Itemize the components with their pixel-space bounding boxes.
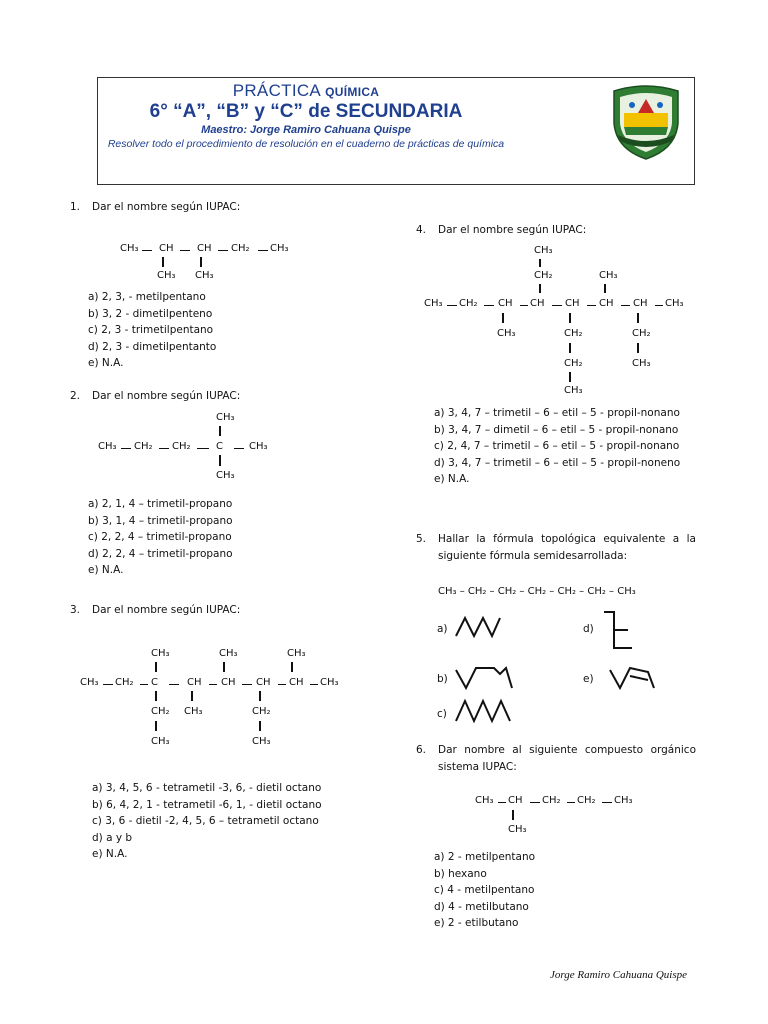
q3-prompt: Dar el nombre según IUPAC: (92, 604, 241, 616)
q4-ch-a: CH (498, 298, 513, 309)
q4-ch3-a: CH₃ (424, 298, 443, 309)
q3-ch2-b: CH₂ (151, 706, 170, 717)
q5-option-d-branched (600, 608, 634, 652)
q5-label-d: d) (583, 623, 594, 635)
q2-options (88, 496, 233, 579)
q6-options (434, 849, 535, 932)
q6-option-a: a) 2 - metilpentano (434, 851, 536, 863)
q6-ch3-a: CH₃ (475, 795, 494, 806)
q5-formula: CH₃ – CH₂ – CH₂ – CH₂ – CH₂ – CH₂ – CH₃ (438, 586, 636, 597)
q3-option-d: d) a y b (92, 831, 133, 844)
q3-ch3-t2: CH₃ (219, 648, 238, 659)
q1-ch-b: CH (197, 243, 212, 254)
q2-ch3-b: CH₃ (249, 441, 268, 452)
q4-option-b: b) 3, 4, 7 – dimetil – 6 – etil – 5 - propil-nonano (434, 423, 679, 436)
q5-number: 5. (416, 533, 427, 545)
q4-ch2-top: CH₂ (534, 270, 553, 281)
q2-option-b: b) 3, 1, 4 – trimetil-propano (88, 514, 233, 527)
q2-ch3-bottom: CH₃ (216, 470, 235, 481)
q3-option-e: e) N.A. (92, 848, 128, 860)
q2-ch2-b: CH₂ (172, 441, 191, 452)
q3-ch-b: CH (221, 677, 236, 688)
q3-ch3-f: CH₃ (252, 736, 271, 747)
q5-label-c: c) (437, 708, 447, 720)
q1-ch3-d: CH₃ (195, 270, 214, 281)
q2-ch3-a: CH₃ (98, 441, 117, 452)
q4-ch-e: CH (633, 298, 648, 309)
q1-ch2: CH₂ (231, 243, 250, 254)
subject-text: QUÍMICA (325, 85, 380, 99)
q4-ch-b: CH (530, 298, 545, 309)
q6-number: 6. (416, 744, 427, 756)
q4-option-a: a) 3, 4, 7 – trimetil – 6 – etil – 5 - propil-nonano (434, 407, 680, 419)
q4-ch2-b: CH₂ (564, 328, 583, 339)
q4-ch-c: CH (565, 298, 580, 309)
q5-option-a-zigzag (454, 614, 502, 640)
q2-c: C (216, 441, 223, 452)
q4-ch-d: CH (599, 298, 614, 309)
q6-option-c: c) 4 - metilpentano (434, 884, 535, 896)
q3-c: C (151, 677, 158, 688)
q5-option-e-alkene (608, 664, 668, 692)
q3-number: 3. (70, 604, 81, 616)
q6-ch: CH (508, 795, 523, 806)
q3-option-c: c) 3, 6 - dietil -2, 4, 5, 6 – tetrametil octano (92, 815, 319, 827)
q1-options (88, 289, 216, 372)
q4-ch3-top2: CH₃ (599, 270, 618, 281)
q2-option-c: c) 2, 2, 4 – trimetil-propano (88, 531, 232, 543)
q3-ch2-a: CH₂ (115, 677, 134, 688)
q3-options (92, 780, 322, 863)
q2-number: 2. (70, 390, 81, 402)
q4-prompt: Dar el nombre según IUPAC: (438, 224, 587, 236)
q2-option-e: e) N.A. (88, 564, 124, 576)
q5-label-a: a) (437, 623, 448, 635)
q1-option-e: e) N.A. (88, 357, 124, 369)
q6-option-b: b) hexano (434, 867, 487, 880)
q6-ch2-b: CH₂ (577, 795, 596, 806)
q4-ch2-d: CH₂ (564, 358, 583, 369)
q6-ch3-b: CH₃ (614, 795, 633, 806)
q6-option-e: e) 2 - etilbutano (434, 917, 519, 929)
q4-ch3-c: CH₃ (497, 328, 516, 339)
q1-option-b: b) 3, 2 - dimetilpenteno (88, 307, 213, 320)
q3-ch3-t1: CH₃ (151, 648, 170, 659)
q4-option-d: d) 3, 4, 7 – trimetil – 6 – etil – 5 - propil-noneno (434, 456, 681, 469)
q4-ch2-a: CH₂ (459, 298, 478, 309)
q6-option-d: d) 4 - metilbutano (434, 900, 529, 913)
instructions: Resolver todo el procedimiento de resolución en el cuaderno de prácticas de química (107, 138, 505, 150)
q1-ch3-b: CH₃ (270, 243, 289, 254)
q3-ch-a: CH (187, 677, 202, 688)
teacher-name: Maestro: Jorge Ramiro Cahuana Quispe (201, 124, 411, 136)
q3-ch3-a: CH₃ (80, 677, 99, 688)
q1-prompt: Dar el nombre según IUPAC: (92, 201, 241, 213)
q6-prompt: Dar nombre al siguiente compuesto orgánico sistema IUPAC: (438, 744, 696, 773)
q4-ch3-d: CH₃ (632, 358, 651, 369)
q4-ch3-b: CH₃ (665, 298, 684, 309)
q2-option-a: a) 2, 1, 4 – trimetil-propano (88, 498, 233, 510)
q4-ch3-e: CH₃ (564, 385, 583, 396)
q5-label-b: b) (437, 673, 448, 685)
q2-option-d: d) 2, 2, 4 – trimetil-propano (88, 547, 233, 560)
q4-options (434, 405, 680, 488)
q6-ch2-a: CH₂ (542, 795, 561, 806)
q3-ch2-c: CH₂ (252, 706, 271, 717)
q3-ch-d: CH (289, 677, 304, 688)
q1-ch3-a: CH₃ (120, 243, 139, 254)
q3-ch3-e: CH₃ (151, 736, 170, 747)
q4-number: 4. (416, 224, 427, 236)
q1-number: 1. (70, 201, 81, 213)
q1-ch-a: CH (159, 243, 174, 254)
q4-option-c: c) 2, 4, 7 – trimetil – 6 – etil – 5 - propil-nonano (434, 440, 680, 452)
page-title (97, 81, 515, 101)
q2-ch2-a: CH₂ (134, 441, 153, 452)
q3-option-b: b) 6, 4, 2, 1 - tetrametil -6, 1, - dietil octano (92, 798, 322, 811)
q3-ch-c: CH (256, 677, 271, 688)
q5-option-c-zigzag (454, 697, 516, 725)
q1-option-d: d) 2, 3 - dimetilpentanto (88, 340, 217, 353)
q4-ch3-top: CH₃ (534, 245, 553, 256)
q2-prompt: Dar el nombre según IUPAC: (92, 390, 241, 402)
q2-ch3-top: CH₃ (216, 412, 235, 423)
q4-ch2-c: CH₂ (632, 328, 651, 339)
q3-option-a: a) 3, 4, 5, 6 - tetrametil -3, 6, - dietil octano (92, 782, 322, 794)
grade-title: 6° “A”, “B” y “C” de SECUNDARIA (149, 101, 463, 122)
footer-author: Jorge Ramiro Cahuana Quispe (550, 969, 687, 981)
q5-prompt: Hallar la fórmula topológica equivalente a la siguiente fórmula semidesarrollada: (438, 533, 696, 562)
q3-ch3-b: CH₃ (320, 677, 339, 688)
title-text: PRÁCTICA (232, 81, 321, 100)
q5-option-b-zigzag (454, 664, 516, 692)
q3-ch3-t3: CH₃ (287, 648, 306, 659)
q6-ch3-c: CH₃ (508, 824, 527, 835)
q1-option-c: c) 2, 3 - trimetilpentano (88, 324, 214, 336)
q1-ch3-c: CH₃ (157, 270, 176, 281)
q4-option-e: e) N.A. (434, 473, 470, 485)
q3-ch3-m: CH₃ (184, 706, 203, 717)
school-logo (606, 83, 686, 163)
q5-label-e: e) (583, 673, 594, 685)
q1-option-a: a) 2, 3, - metilpentano (88, 291, 206, 303)
